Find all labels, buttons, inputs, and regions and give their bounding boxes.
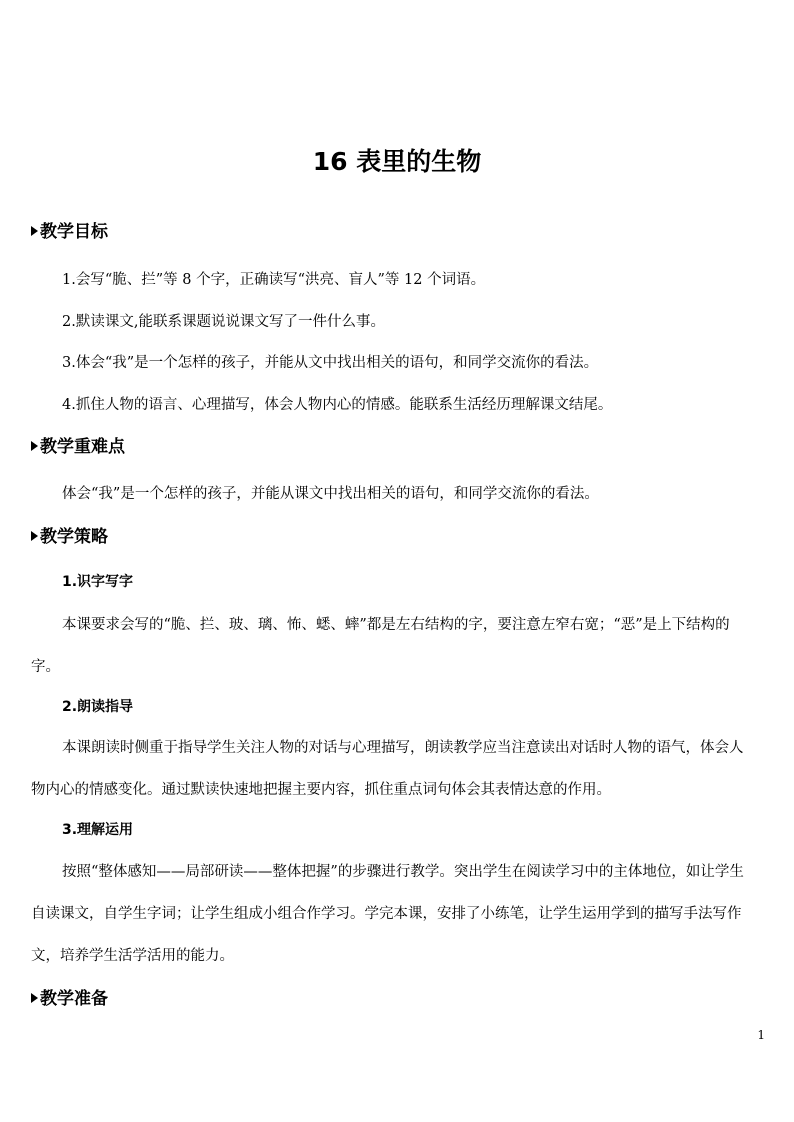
strategy-heading-reading: 2.朗读指导 xyxy=(62,699,134,715)
section-heading-strategies xyxy=(31,524,108,550)
section-heading-objectives xyxy=(31,219,108,245)
strategy-text-reading: 本课朗读时侧重于指导学生关注人物的对话与心理描写，朗读教学应当注意读出对话时人物的语气，体会人物内心的情感变化。通过默读快速地把握主要内容，抓住重点词句体会其表情达意的作用。 xyxy=(31,740,744,798)
section-heading-preparation xyxy=(31,986,108,1012)
strategy-text-application: 按照“整体感知——局部研读——整体把握”的步骤进行教学。突出学生在阅读学习中的主体地位，如让学生自读课文，自学生字词；让学生组成小组合作学习。学完本课，安排了小练笔，让学生运用学到的描写手法写作文，培养学生活学活用的能力。 xyxy=(31,864,744,964)
page-number: 1 xyxy=(757,1028,765,1042)
objective-item-2: 2.默读课文,能联系课题说说课文写了一件什么事。 xyxy=(62,314,385,330)
triangle-marker-icon xyxy=(31,531,38,541)
strategy-heading-literacy: 1.识字写字 xyxy=(62,574,134,590)
section-heading-label: 教学目标 xyxy=(40,222,108,242)
section-heading-key-points xyxy=(31,434,125,460)
section-heading-label: 教学策略 xyxy=(40,527,108,547)
section-heading-label: 教学准备 xyxy=(40,989,108,1009)
section-heading-label: 教学重难点 xyxy=(40,437,125,457)
strategy-text-literacy: 本课要求会写的“脆、拦、玻、璃、怖、蟋、蟀”都是左右结构的字，要注意左窄右宽；“恶”是上下结构的字。 xyxy=(31,617,730,675)
triangle-marker-icon xyxy=(31,993,38,1003)
key-points-text: 体会“我”是一个怎样的孩子，并能从课文中找出相关的语句，和同学交流你的看法。 xyxy=(62,486,599,502)
objective-item-4: 4.抓住人物的语言、心理描写，体会人物内心的情感。能联系生活经历理解课文结尾。 xyxy=(62,397,613,413)
triangle-marker-icon xyxy=(31,441,38,451)
page-title: 16 表里的生物 xyxy=(312,147,482,176)
objective-item-1: 1.会写“脆、拦”等 8 个字，正确读写“洪亮、盲人”等 12 个词语。 xyxy=(62,272,486,288)
strategy-heading-application: 3.理解运用 xyxy=(62,822,134,838)
triangle-marker-icon xyxy=(31,226,38,236)
objective-item-3: 3.体会“我”是一个怎样的孩子，并能从文中找出相关的语句，和同学交流你的看法。 xyxy=(62,355,599,371)
